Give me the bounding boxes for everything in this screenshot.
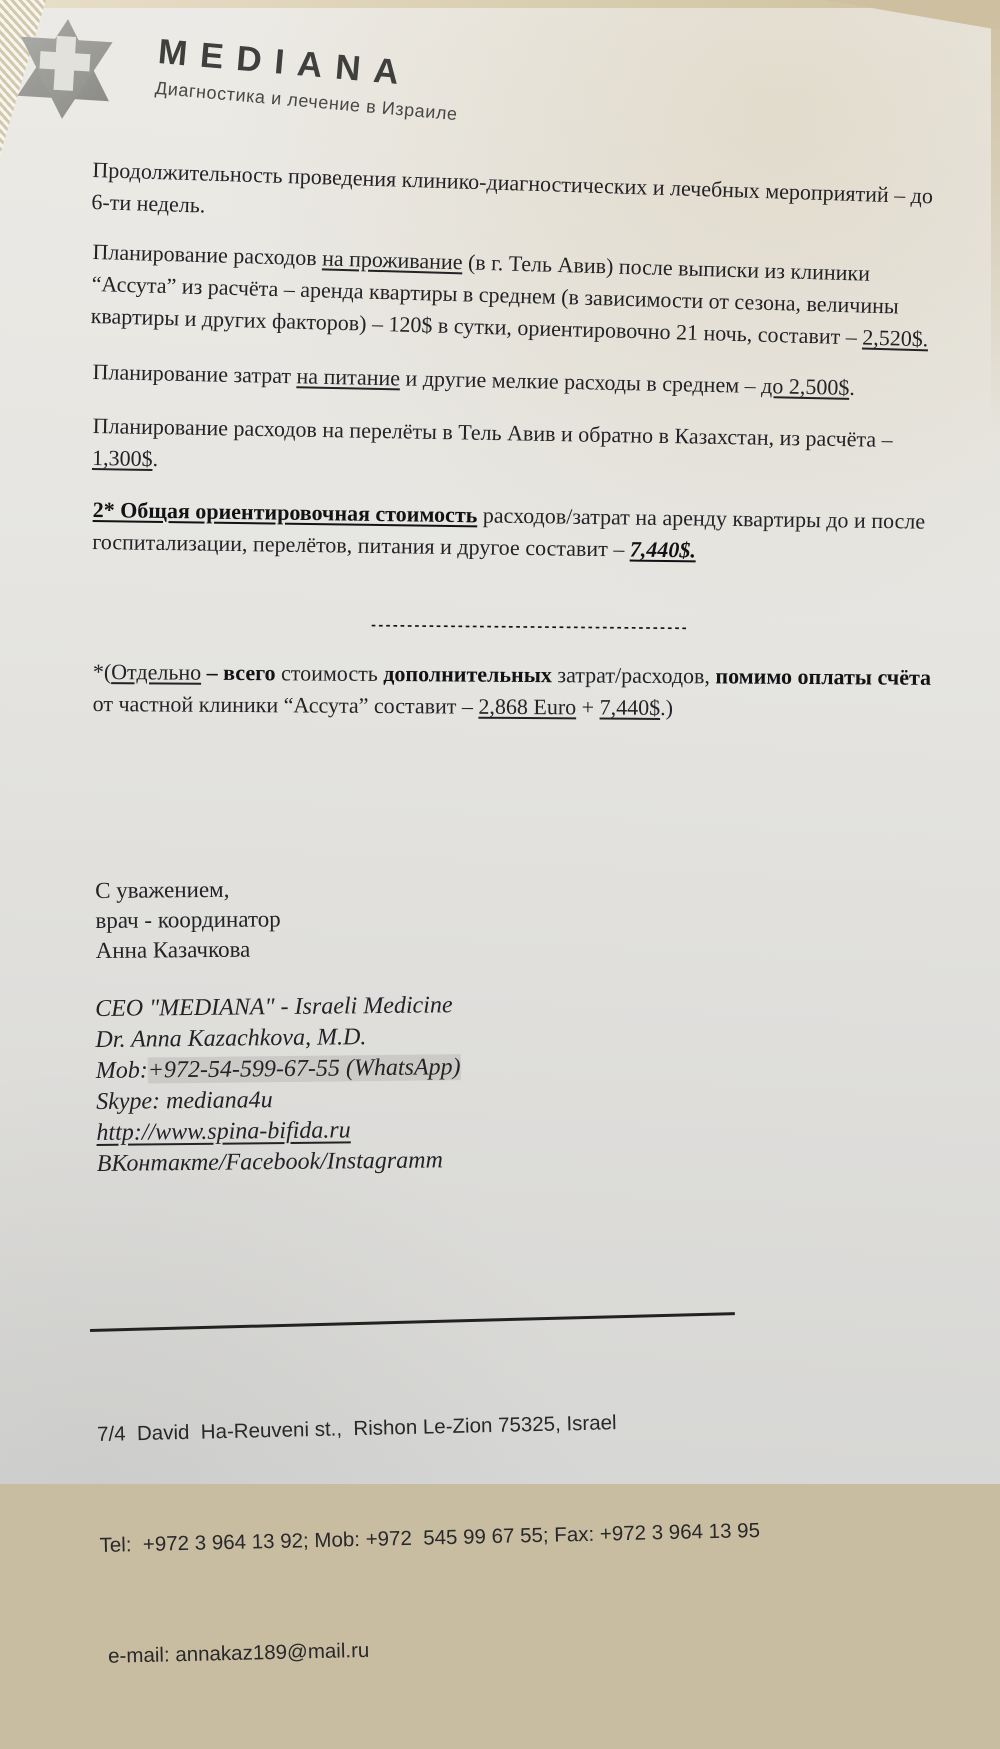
text-run: Отдельно: [111, 659, 202, 685]
text-run: 1,300$: [91, 444, 153, 472]
text-run: +: [576, 694, 600, 720]
table-surface-right-edge: [991, 0, 1000, 430]
text-run: и другие мелкие расходы в среднем –: [399, 365, 762, 398]
contact-skype-line: [96, 1083, 461, 1118]
paragraph-duration: [91, 154, 941, 245]
text-run: .): [660, 694, 674, 721]
contact-ceo-line: [95, 990, 460, 1025]
text-run: http://www.spina-bifida.ru: [96, 1117, 351, 1146]
paragraph-total-estimate: [92, 494, 941, 570]
dashed-separator: --------------------------------------------: [369, 618, 688, 635]
text-run: затрат/расходов,: [551, 662, 716, 689]
text-run: CEO "MEDIANA" - Israeli Medicine: [95, 992, 453, 1022]
footer-address: 7/4 David Ha-Reuveni st., Rishon Le-Zion 75325, Israel: [96, 1411, 617, 1446]
contact-social-line: [97, 1145, 462, 1180]
contact-block: [95, 990, 462, 1180]
signature-name: Анна Казачкова: [95, 936, 251, 963]
text-run: 7,440$.: [629, 536, 696, 563]
text-run: (в г. Тель Авив) после выписки из клиники “Ассута” из расчёта – аренда квартиры в среднем (в зависимости от сезона, величины квартиры и других факторов) – 120$ в сутки, ориентировочно 21 ночь, составит –: [90, 249, 900, 350]
signature-block: [95, 874, 281, 966]
text-run: 2,520$.: [861, 324, 929, 352]
brand-block: [154, 32, 462, 125]
footer-phones: Tel: +972 3 964 13 92; Mob: +972 545 99 67 55; Fax: +972 3 964 13 95: [99, 1518, 761, 1557]
text-run: на проживание: [321, 245, 463, 275]
contact-doctor-line: [95, 1021, 460, 1056]
contact-mobile-line: [96, 1052, 461, 1087]
text-run: 2* Общая ориентировочная стоимость: [92, 496, 478, 528]
text-run: на питание: [296, 363, 401, 391]
text-run: Mob:: [95, 1057, 148, 1084]
text-run: Продолжительность проведения клинико-диагностических и лечебных мероприятий – до 6-ти недель.: [91, 156, 934, 218]
table-surface-top-right-corner: [825, 0, 1000, 30]
text-run: стоимость: [275, 660, 384, 687]
text-run: помимо оплаты счёта: [715, 663, 932, 690]
footer-email: e-mail: annakaz189@mail.ru: [107, 1638, 370, 1668]
footer-block: [95, 1327, 765, 1749]
text-run: +972-54-599-67-55 (WhatsApp): [147, 1054, 461, 1084]
text-run: Планирование расходов на перелёты в Тель Авив и обратно в Казахстан, из расчёта –: [92, 412, 893, 452]
signature-closing: С уважением,: [95, 876, 230, 903]
text-run: расходов/затрат на аренду квартиры до и после госпитализации, перелётов, питания и другое составит –: [92, 502, 926, 562]
brand-tagline: Диагностика и лечение в Израиле: [154, 77, 459, 125]
text-run: Skype: mediana4u: [95, 1087, 273, 1115]
brand-wordmark: MEDIANA: [156, 32, 414, 94]
text-run: *(: [92, 658, 112, 685]
text-run: – всего: [206, 659, 276, 686]
text-run: 7,440$: [599, 694, 661, 720]
text-run: Планирование расходов: [92, 238, 323, 271]
text-run: от частной клиники “Ассута” составит –: [92, 690, 479, 719]
text-run: Dr. Anna Kazachkova, M.D.: [95, 1024, 367, 1053]
text-run: ВКонтакте/Facebook/Instagramm: [96, 1147, 443, 1177]
paragraph-food-costs: [92, 356, 940, 406]
text-run: .: [152, 446, 159, 472]
paragraph-flight-costs: [92, 410, 941, 489]
text-run: дополнительных: [383, 661, 553, 688]
text-run: Планирование затрат: [92, 358, 297, 389]
signature-role: врач - координатор: [95, 906, 281, 933]
text-run: до 2,500$: [760, 373, 850, 400]
star-of-david-cross-icon: [9, 13, 121, 125]
paragraph-separate-note: [93, 656, 941, 726]
text-run: 2,868 Euro: [478, 693, 577, 720]
text-run: .: [849, 374, 856, 400]
paragraph-accommodation-costs: [90, 236, 940, 356]
website-link: [96, 1114, 461, 1149]
